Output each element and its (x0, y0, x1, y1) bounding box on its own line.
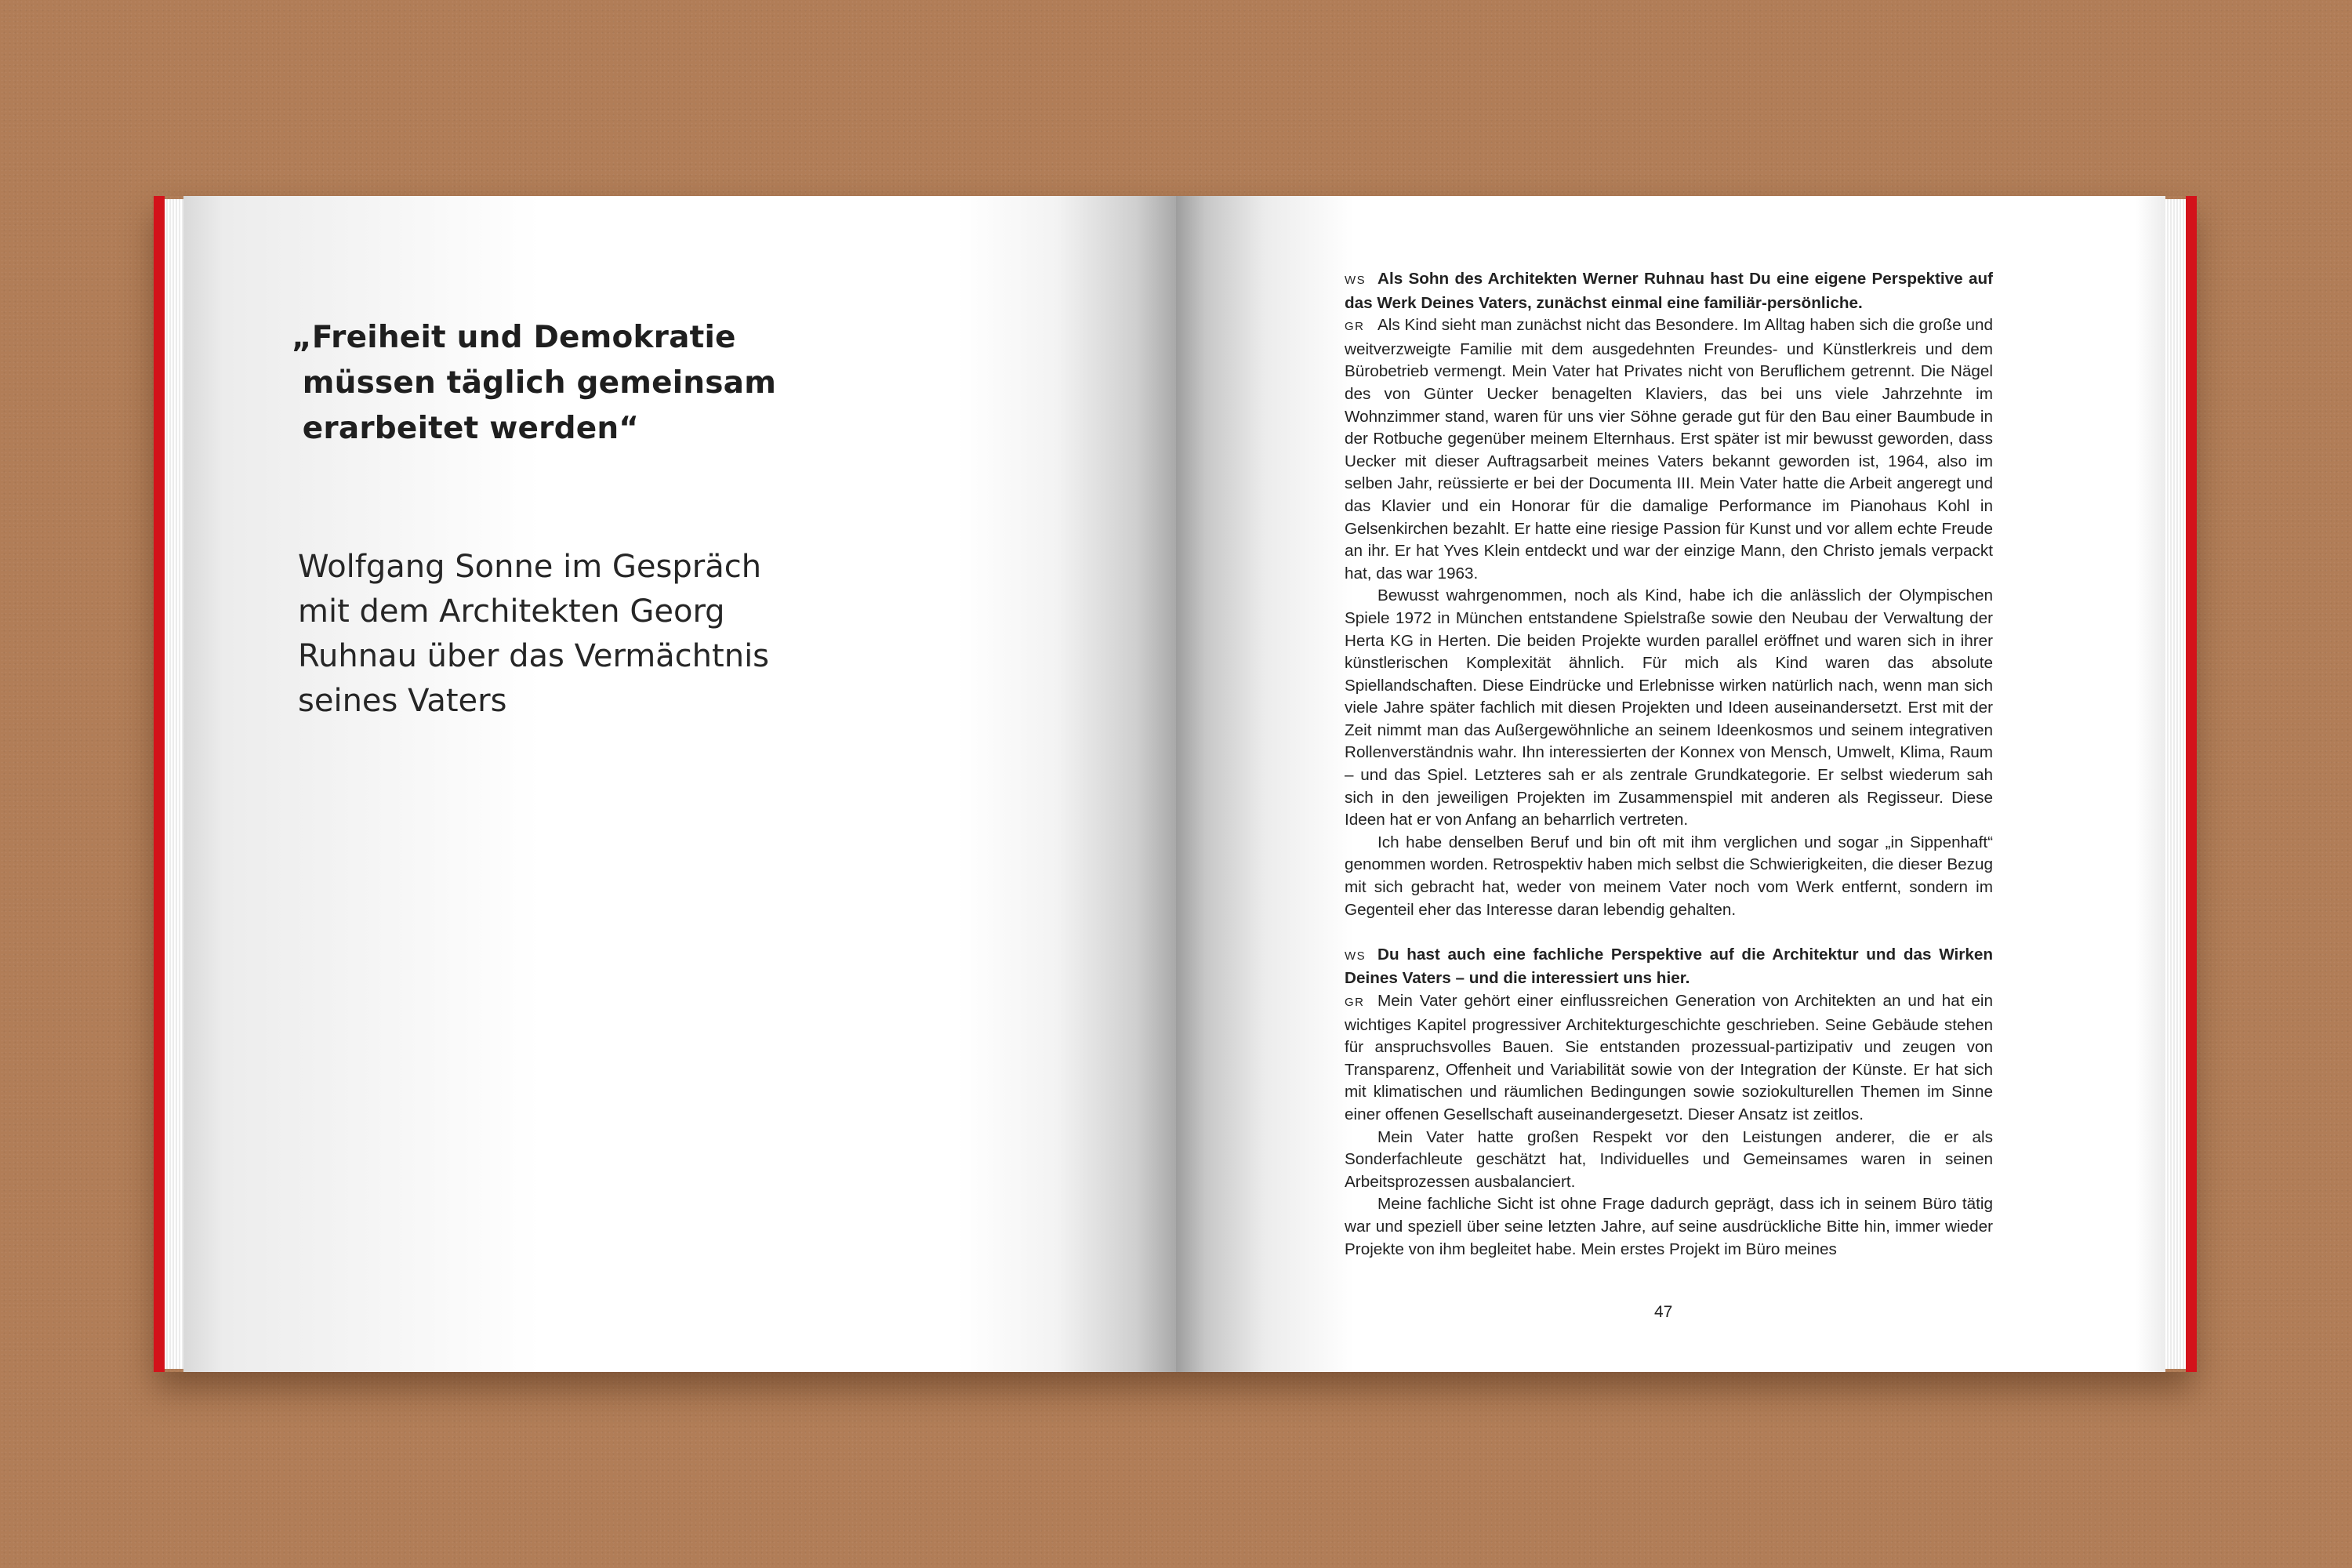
answer-2-paragraph-2: Mein Vater hatte großen Respekt vor den Leistungen anderer, die er als Sonderfachleute geschätzt hat, Individuelles und Gemeinsames waren in seinen Arbeitsprozessen ausbalanciert. (1345, 1127, 1993, 1191)
answer-1-paragraph-1 (1345, 314, 1993, 585)
answer-2-paragraph-1-text: Mein Vater gehört einer einflussreichen Generation von Architekten an und hat ein wichtiges Kapitel progressiver Architekturgeschichte geschrieben. Seine Gebäude stehen für anspruchsvolles Bauen. Sie entstanden prozessual-partizipativ und zeugen von Transparenz, Offenheit und Variabilität sowie von der Integration der Künste. Er hat sich mit klimatischen und räumlichen Bedingungen sowie soziokulturellen Themen im Sinne einer offenen Gesellschaft auseinandergesetzt. Dieser Ansatz ist zeitlos. (1345, 992, 1993, 1123)
quote-line-1: „Freiheit und Demokratie (292, 320, 736, 355)
page-stack-left (165, 199, 185, 1369)
title-quote (292, 315, 776, 452)
subtitle-line-2: mit dem Architekten Georg (298, 593, 725, 630)
book-cover-left-edge (154, 196, 165, 1372)
question-2-text: Du hast auch eine fachliche Perspektive auf die Architektur und das Wirken Deines Vaters – und die interessiert uns hier. (1345, 945, 1993, 988)
speaker-tag-gr: GR (1345, 320, 1365, 334)
question-1 (1345, 268, 1993, 314)
speaker-tag-gr: GR (1345, 996, 1365, 1009)
answer-1-paragraph-3: Ich habe denselben Beruf und bin oft mit ihm verglichen und sogar „in Sippenhaft“ genommen worden. Retrospektiv haben mich selbst die Schwierigkeiten, die dieser Bezug mit sich gebracht hat, weder von meinem Vater noch vom Werk entfernt, sondern im Gegenteil eher das Interesse daran lebendig gehalten. (1345, 833, 1993, 919)
subtitle-line-3: Ruhnau über das Vermächtnis (298, 638, 770, 674)
speaker-tag-ws: WS (1345, 949, 1367, 963)
answer-1-paragraph-2: Bewusst wahrgenommen, noch als Kind, habe ich die anlässlich der Olympischen Spiele 1972 in München entstandene Spielstraße sowie den Neubau der Verwaltung der Herta KG in Herten. Die beiden Projekte wurden parallel eröffnet und waren sich in ihrer künstlerischen Komplexität ähnlich. Für mich als Kind waren das absolute Spiellandschaften. Diese Eindrücke und Erlebnisse wirken natürlich nach, wenn man sich viele Jahre später fachlich mit diesen Projekten und Ideen auseinandersetzt. Erst mit der Zeit nimmt man das Außergewöhnliche an seinem Ideenkosmos und seinem integrativen Rollenverständnis wahr. Ihn interessierten der Konnex von Mensch, Umwelt, Klima, Raum – und das Spiel. Letzteres sah er als zentrale Grundkategorie. Er selbst wiederum sah sich in den jeweiligen Projekten im Zusammenspiel mit anderen als Regisseur. Diese Ideen hat er von Anfang an beharrlich vertreten. (1345, 586, 1993, 829)
subtitle-line-4: seines Vaters (298, 683, 507, 719)
book-cover-right-edge (2186, 196, 2197, 1372)
answer-2-paragraph-3: Meine fachliche Sicht ist ohne Frage dadurch geprägt, dass ich in seinem Büro tätig war und speziell über seine letzten Jahre, auf seine ausdrückliche Bitte hin, immer wieder Projekte von ihm begleitet habe. Mein erstes Projekt im Büro meines (1345, 1195, 1993, 1258)
answer-1-paragraph-1-text: Als Kind sieht man zunächst nicht das Besondere. Im Alltag haben sich die große und weitverzweigte Familie mit dem ausgedehnten Freundes- und Künstlerkreis und dem Bürobetrieb vermengt. Mein Vater hat Privates nicht von Beruflichem getrennt. Die Nägel des von Günter Uecker benagelten Klaviers, das bei uns viele Jahrzehnte im Wohnzimmer stand, waren für uns vier Söhne gerade gut für den Bau einer Baumbude in der Rotbuche gegenüber meinem Elternhaus. Erst später ist mir bewusst geworden, dass Uecker mit dieser Auftragsarbeit meines Vaters bekannt geworden ist, 1964, also im selben Jahr, reüssierte er bei der Documenta III. Mein Vater hatte die Arbeit angeregt und das Klavier und ein Honorar für die damalige Performance im Pianohaus Kohl in Gelsenkirchen bezahlt. Er hatte eine riesige Passion für Kunst und vor allem echte Freude an ihr. Er hat Yves Klein entdeckt und war der einzige Mann, den Christo jemals verpackt hat, das war 1963. (1345, 316, 1993, 583)
question-1-text: Als Sohn des Architekten Werner Ruhnau hast Du eine eigene Perspektive auf das Werk Deines Vaters, zunächst einmal eine familiär-persönliche. (1345, 270, 1993, 312)
page-number: 47 (1654, 1303, 1673, 1321)
subtitle (298, 545, 769, 724)
speaker-tag-ws: WS (1345, 274, 1367, 287)
right-page (1176, 196, 2165, 1372)
subtitle-line-1: Wolfgang Sonne im Gespräch (298, 549, 762, 585)
left-page (183, 196, 1176, 1372)
quote-line-3: erarbeitet werden“ (292, 411, 640, 446)
page-stack-right (2165, 199, 2186, 1369)
quote-line-2: müssen täglich gemeinsam (292, 365, 777, 401)
answer-2-paragraph-1 (1345, 990, 1993, 1127)
question-2 (1345, 944, 1993, 990)
interview-text (1345, 268, 1993, 1261)
